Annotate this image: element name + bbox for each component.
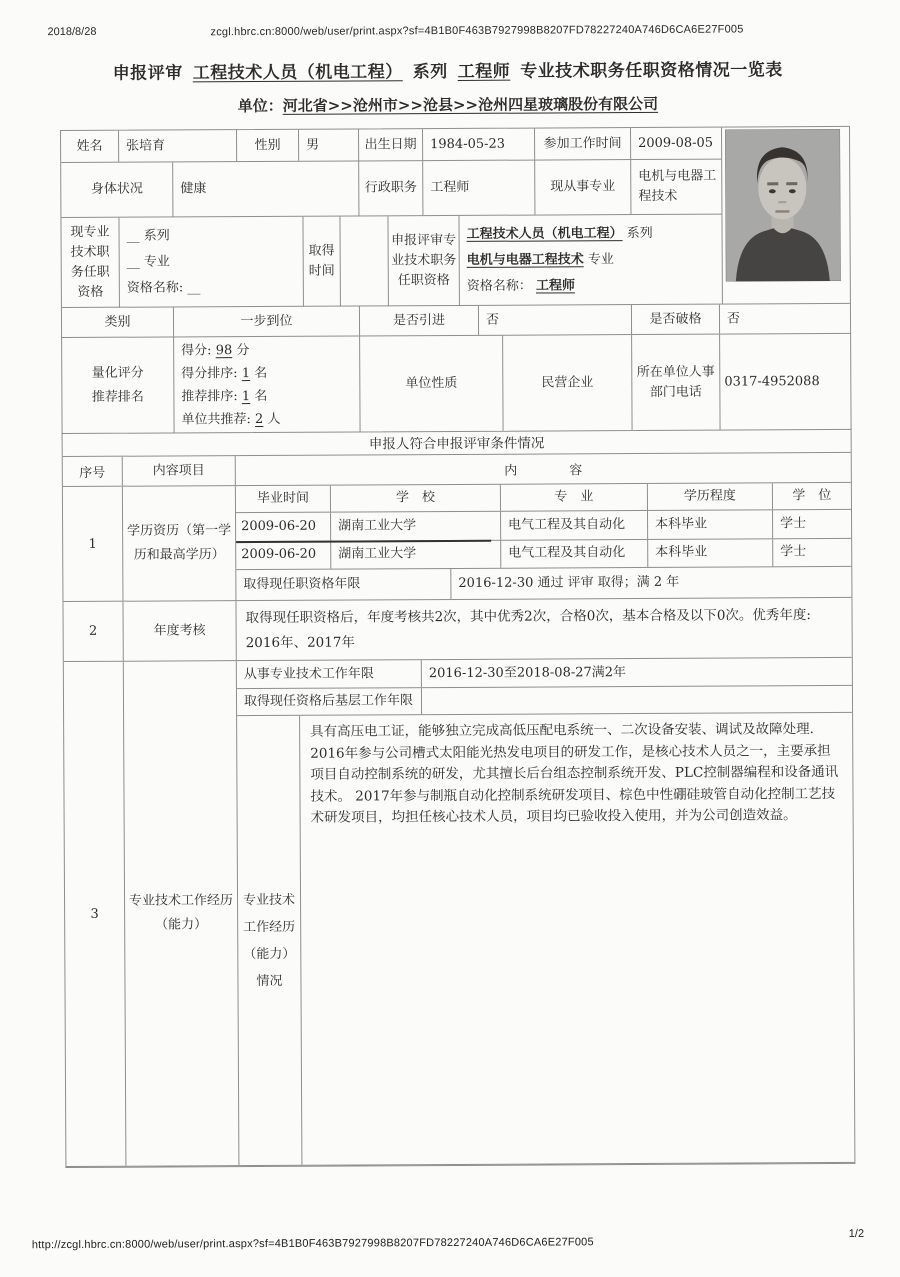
item2-no: 2 — [63, 602, 123, 661]
photo-face — [758, 157, 806, 219]
experience-text: 具有高压电工证，能够独立完成高低压配电系统一、二次设备安装、调试及故障处理. 2016年参与公司槽式太阳能光热发电项目的研发工作，是核心技术人员之一，主要承担项目自动控制系统的研发，尤其擅长后台组态控制系统开发、PLC控制器编程和设备通讯技术。 2017年参与制瓶自动化控制系统研发项目、棕色中性硼硅玻管自动化控制工艺技术研发项目，均担任核心技术人员，项目均已验收投入使用，并为公司创造效益。 — [310, 721, 839, 826]
item-row-annual-review — [63, 598, 851, 662]
apply-title-label: 申报评审专业技术职务任职资格 — [388, 216, 459, 306]
apply-qual-value: 工程师 — [535, 278, 576, 294]
current-major-blank: __ 专业 — [126, 254, 170, 270]
current-title-values — [119, 217, 303, 308]
edu-col-school: 学 校 — [331, 485, 501, 512]
health-value: 健康 — [173, 161, 359, 216]
item1-label: 学历资历（第一学历和最高学历） — [123, 486, 237, 601]
score-line-recommend-rank: 推荐排序: 1 名 — [181, 388, 268, 404]
edu1-school: 湖南工业大学 — [331, 511, 501, 540]
health-label: 身体状况 — [61, 162, 173, 217]
edu2-level: 本科毕业 — [648, 539, 773, 567]
edu-header-row — [236, 483, 851, 513]
birth-value: 1984-05-23 — [423, 129, 535, 161]
apply-series-suffix: 系列 — [622, 225, 653, 242]
score-lines — [174, 336, 360, 432]
exception-label: 是否破格 — [632, 305, 720, 334]
edu1-major: 电气工程及其自动化 — [501, 511, 648, 540]
exception-value: 否 — [726, 310, 741, 327]
experience-sub-label: 专业技术工作经历（能力）情况 — [237, 716, 302, 1165]
conditions-header-row — [63, 453, 851, 487]
apply-major-suffix: 专业 — [583, 252, 614, 268]
apply-series-value: 工程技术人员（机电工程） — [466, 226, 623, 242]
join-label: 参加工作时间 — [535, 128, 631, 160]
row-title-qualifications — [61, 215, 721, 308]
edu2-degree: 学士 — [780, 544, 807, 560]
edu2-school: 湖南工业大学 — [331, 540, 501, 569]
admin-value: 工程师 — [423, 161, 535, 216]
join-value: 2009-08-05 — [638, 135, 714, 151]
score-value: 98 — [215, 342, 233, 358]
experience-detail-row — [237, 713, 854, 1165]
edu-col-level: 学历程度 — [648, 483, 773, 509]
tenure-label: 取得现任职资格年限 — [236, 569, 451, 600]
category-label: 类别 — [62, 307, 174, 337]
org-type-label: 单位性质 — [360, 336, 503, 432]
work-years-value: 2016-12-30至2018-08-27满2年 — [428, 664, 627, 681]
title-prefix: 申报评审 — [112, 63, 183, 84]
apply-qual-line — [467, 273, 575, 300]
print-header-url: zcgl.hbrc.cn:8000/web/user/print.aspx?sf=4B1B0F463B7927998B8207FD78227240A746D6CA6E27F005 — [210, 23, 744, 39]
org-type-value: 民营企业 — [503, 335, 632, 431]
portrait-photo — [725, 129, 841, 282]
print-footer-url: http://zcgl.hbrc.cn:8000/web/user/print.aspx?sf=4B1B0F463B7927998B8207FD78227240A746D6CA6E27F005 — [31, 1236, 594, 1252]
birth-label: 出生日期 — [359, 129, 423, 160]
score-line-total-recommended: 单位共推荐: 2 人 — [181, 411, 281, 427]
obtain-time-label: 取得时间 — [303, 217, 340, 307]
apply-qual-label: 资格名称： — [466, 278, 537, 294]
edu2-major: 电气工程及其自动化 — [501, 539, 648, 568]
conditions-table — [62, 428, 856, 1168]
item2-label: 年度考核 — [123, 601, 236, 661]
item3-label: 专业技术工作经历（能力） — [124, 661, 240, 1166]
item-row-work-experience — [64, 658, 855, 1167]
item1-content — [236, 483, 852, 600]
col-header-item: 内容项目 — [123, 456, 236, 486]
basic-info-top-section — [61, 127, 850, 308]
base-years-value — [422, 686, 852, 714]
item3-content — [237, 658, 855, 1165]
row-score — [62, 334, 850, 433]
edu-col-grad-date: 毕业时间 — [236, 486, 331, 512]
title-series-underlined: 工程技术人员（机电工程） — [192, 62, 403, 84]
page-title — [0, 55, 898, 85]
tenure-value: 2016-12-30 通过 评审 取得；满 2 年 — [458, 574, 680, 592]
unit-label: 单位： — [237, 96, 283, 116]
edu-col-major: 专 业 — [501, 484, 648, 511]
hr-phone-label: 所在单位人事部门电话 — [632, 335, 720, 430]
score-line-score: 得分: 98 分 — [181, 342, 250, 358]
gender-label: 性别 — [237, 130, 299, 161]
unit-value: 河北省>>沧州市>>沧县>>沧州四星玻璃股份有限公司 — [282, 94, 659, 115]
score-rank-value: 1 — [241, 365, 251, 381]
name-label: 姓名 — [61, 131, 119, 162]
item3-no: 3 — [64, 662, 127, 1166]
score-line-score-rank: 得分排序: 1 名 — [181, 365, 268, 381]
recommend-rank-value: 1 — [241, 388, 251, 404]
work-years-row — [237, 658, 852, 689]
category-value: 一步到位 — [174, 306, 360, 336]
work-years-label: 从事专业技术工作年限 — [237, 660, 422, 688]
edu-row-1 — [236, 510, 851, 542]
edu1-degree: 学士 — [780, 515, 807, 531]
col-header-content: 内 容 — [504, 463, 583, 479]
item-row-education — [63, 483, 852, 602]
current-title-label: 现专业技术职务任职资格 — [61, 218, 119, 308]
obtain-time-value — [340, 216, 388, 306]
title-suffix: 专业技术职务任职资格情况一览表 — [520, 60, 783, 82]
import-label: 是否引进 — [360, 306, 479, 336]
item1-no: 1 — [63, 487, 124, 601]
base-years-label: 取得现任资格后基层工作年限 — [237, 688, 422, 715]
total-recommended-value: 2 — [254, 411, 264, 427]
unit-line — [0, 92, 898, 118]
row-category — [62, 304, 850, 338]
gender-value: 男 — [299, 129, 359, 160]
import-value: 否 — [479, 305, 632, 335]
current-qual-blank: 资格名称: __ — [126, 280, 201, 296]
edu-col-degree: 学 位 — [792, 487, 832, 504]
current-series-blank: __ 系列 — [126, 228, 170, 244]
hr-phone-value: 0317-4952088 — [724, 373, 820, 390]
title-rank-underlined: 工程师 — [457, 61, 511, 82]
apply-series-line — [466, 221, 652, 248]
col-header-no: 序号 — [63, 457, 123, 486]
print-footer-page-indicator: 1/2 — [848, 1227, 865, 1240]
apply-major-line — [467, 247, 614, 274]
apply-major-value: 电机与电器工程技术 — [466, 252, 584, 268]
item2-text: 取得现任职资格后，年度考核共2次，其中优秀2次，合格0次，基本合格及以下0次。优秀年度: 2016年、2017年 — [245, 607, 812, 652]
basic-info-table — [60, 126, 852, 434]
photo-cell — [721, 127, 850, 304]
title-series-suffix: 系列 — [412, 62, 448, 83]
edu-row-2 — [236, 538, 851, 570]
prof-value: 电机与电器工程技术 — [638, 168, 717, 205]
name-value: 张培育 — [119, 130, 237, 162]
conditions-banner: 申报人符合申报评审条件情况 — [63, 428, 851, 457]
score-label: 量化评分推荐排名 — [62, 337, 174, 433]
row-name-gender-birth — [61, 128, 721, 163]
edu1-level: 本科毕业 — [648, 510, 773, 538]
prof-label: 现从事专业 — [535, 160, 631, 215]
edu1-grad-date: 2009-06-20 — [236, 512, 331, 540]
tenure-row — [236, 567, 851, 600]
print-header-date: 2018/8/28 — [47, 25, 97, 39]
apply-title-values — [459, 215, 721, 306]
row-health-admin-prof — [61, 160, 721, 218]
admin-label: 行政职务 — [359, 161, 423, 215]
base-years-row — [237, 686, 852, 716]
edu2-grad-date: 2009-06-20 — [236, 541, 331, 569]
